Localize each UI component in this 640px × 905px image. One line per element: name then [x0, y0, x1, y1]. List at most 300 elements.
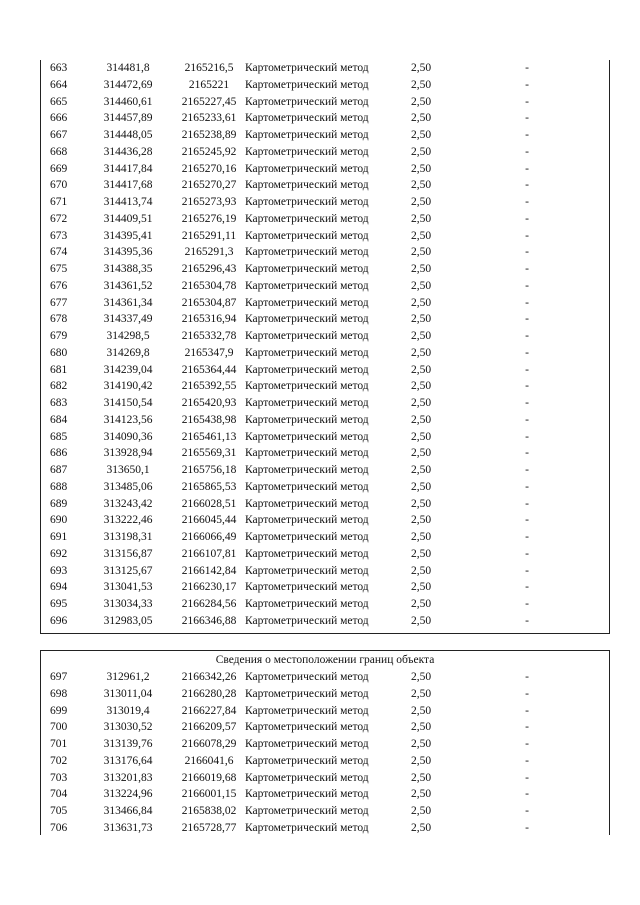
table-row: [41, 786, 609, 803]
coordinate-x-cell: 313928,94: [103, 447, 153, 460]
table-row: [41, 753, 609, 770]
table-row: [41, 60, 609, 77]
accuracy-cell: 2,50: [410, 564, 432, 577]
coordinate-x-cell: 313222,46: [103, 514, 153, 527]
coordinate-y-cell: 2165238,89: [181, 129, 237, 141]
coordinate-y-cell: 2166342,26: [181, 671, 237, 683]
description-cell: -: [525, 514, 529, 527]
accuracy-cell: 2,50: [410, 62, 432, 74]
coordinate-y-cell: 2165569,31: [181, 447, 237, 460]
table-row: [41, 736, 609, 753]
description-cell: -: [525, 212, 529, 225]
table-row: [41, 579, 609, 596]
point-number-cell: 684: [50, 413, 68, 426]
coordinate-x-cell: 314413,74: [103, 196, 153, 208]
accuracy-cell: 2,50: [410, 788, 432, 801]
coordinate-x-cell: 314298,5: [106, 330, 150, 342]
coordinate-y-cell: 2166028,51: [181, 497, 237, 510]
coordinate-x-cell: 314460,61: [103, 95, 153, 108]
description-cell: -: [525, 687, 529, 700]
coordinate-y-cell: 2165304,87: [181, 296, 237, 309]
coordinate-y-cell: 2165865,53: [181, 480, 237, 493]
coordinate-y-cell: 2165270,27: [181, 179, 237, 192]
point-number-cell: 689: [50, 497, 68, 510]
table-row: [41, 529, 609, 546]
point-number-cell: 666: [50, 112, 68, 125]
description-cell: -: [525, 363, 529, 376]
accuracy-cell: 2,50: [410, 687, 432, 700]
accuracy-cell: 2,50: [410, 196, 432, 208]
point-number-cell: 674: [50, 246, 68, 259]
point-number-cell: 685: [50, 430, 68, 443]
table-row: [41, 686, 609, 703]
coordinate-x-cell: 313631,73: [103, 821, 153, 834]
description-cell: -: [525, 480, 529, 493]
boundary-location-table: [40, 650, 610, 835]
accuracy-cell: 2,50: [410, 413, 432, 426]
accuracy-cell: 2,50: [410, 296, 432, 309]
coordinate-x-cell: 314337,49: [103, 313, 153, 326]
accuracy-cell: 2,50: [410, 738, 432, 750]
coordinate-y-cell: 2166142,84: [181, 564, 237, 577]
method-cell: Картометрический метод: [245, 296, 369, 309]
coordinate-y-cell: 2166066,49: [181, 531, 237, 543]
point-number-cell: 690: [50, 514, 68, 527]
table-caption: Сведения о местоположении границ объекта: [215, 654, 435, 666]
table-row: [41, 194, 609, 211]
method-cell: Картометрический метод: [245, 614, 369, 627]
accuracy-cell: 2,50: [410, 614, 432, 627]
coordinate-x-cell: 313650,1: [106, 464, 150, 476]
coordinate-y-cell: 2166346,88: [181, 614, 237, 627]
method-cell: Картометрический метод: [245, 112, 369, 125]
point-number-cell: 698: [50, 687, 68, 700]
accuracy-cell: 2,50: [410, 95, 432, 108]
method-cell: Картометрический метод: [245, 514, 369, 527]
coordinate-x-cell: 314417,84: [103, 162, 153, 175]
description-cell: -: [525, 430, 529, 443]
table-row: [41, 820, 609, 837]
table-row: [41, 563, 609, 580]
coordinate-x-cell: 314409,51: [103, 212, 153, 225]
point-number-cell: 672: [50, 212, 68, 225]
coordinate-y-cell: 2165332,78: [181, 330, 237, 342]
accuracy-cell: 2,50: [410, 497, 432, 510]
coordinate-x-cell: 314472,69: [103, 78, 153, 91]
point-number-cell: 681: [50, 363, 68, 376]
method-cell: Картометрический метод: [245, 413, 369, 426]
accuracy-cell: 2,50: [410, 363, 432, 376]
point-number-cell: 671: [50, 196, 68, 208]
table-row: [41, 94, 609, 111]
point-number-cell: 678: [50, 313, 68, 326]
coordinate-x-cell: 314388,35: [103, 263, 153, 275]
coordinate-y-cell: 2165347,9: [184, 346, 234, 359]
table-row: [41, 395, 609, 412]
coordinate-x-cell: 313485,06: [103, 480, 153, 493]
description-cell: -: [525, 805, 529, 817]
method-cell: Картометрический метод: [245, 447, 369, 460]
method-cell: Картометрический метод: [245, 380, 369, 393]
coordinate-x-cell: 314481,8: [106, 62, 150, 74]
description-cell: -: [525, 78, 529, 91]
description-cell: -: [525, 564, 529, 577]
coordinate-x-cell: 314123,56: [103, 413, 153, 426]
accuracy-cell: 2,50: [410, 179, 432, 192]
point-number-cell: 686: [50, 447, 68, 460]
coordinate-y-cell: 2165227,45: [181, 95, 237, 108]
method-cell: Картометрический метод: [245, 687, 369, 700]
coordinate-y-cell: 2165245,92: [181, 145, 237, 158]
description-cell: -: [525, 497, 529, 510]
description-cell: -: [525, 614, 529, 627]
point-number-cell: 687: [50, 464, 68, 476]
table-row: [41, 295, 609, 312]
method-cell: Картометрический метод: [245, 805, 369, 817]
point-number-cell: 704: [50, 788, 68, 801]
point-number-cell: 691: [50, 531, 68, 543]
point-number-cell: 697: [50, 671, 68, 683]
coordinate-y-cell: 2165316,94: [181, 313, 237, 326]
accuracy-cell: 2,50: [410, 821, 432, 834]
accuracy-cell: 2,50: [410, 145, 432, 158]
accuracy-cell: 2,50: [410, 581, 432, 594]
description-cell: -: [525, 771, 529, 784]
accuracy-cell: 2,50: [410, 704, 432, 717]
method-cell: Картометрический метод: [245, 212, 369, 225]
point-number-cell: 670: [50, 179, 68, 192]
method-cell: Картометрический метод: [245, 464, 369, 476]
accuracy-cell: 2,50: [410, 313, 432, 326]
description-cell: -: [525, 598, 529, 610]
coordinate-y-cell: 2165291,11: [181, 229, 237, 242]
accuracy-cell: 2,50: [410, 263, 432, 275]
description-cell: -: [525, 296, 529, 309]
method-cell: Картометрический метод: [245, 771, 369, 784]
description-cell: -: [525, 229, 529, 242]
table-row: [41, 462, 609, 479]
point-number-cell: 679: [50, 330, 68, 342]
table-row: [41, 496, 609, 513]
coordinate-x-cell: 313030,52: [103, 721, 153, 734]
table-row: [41, 362, 609, 379]
accuracy-cell: 2,50: [410, 671, 432, 683]
accuracy-cell: 2,50: [410, 279, 432, 292]
description-cell: -: [525, 346, 529, 359]
method-cell: Картометрический метод: [245, 738, 369, 750]
table-row: [41, 512, 609, 529]
coordinate-x-cell: 314448,05: [103, 129, 153, 141]
method-cell: Картометрический метод: [245, 279, 369, 292]
method-cell: Картометрический метод: [245, 671, 369, 683]
table-row: [41, 77, 609, 94]
coordinate-y-cell: 2165291,3: [184, 246, 234, 259]
table-row: [41, 110, 609, 127]
coordinate-y-cell: 2165276,19: [181, 212, 237, 225]
coordinate-y-cell: 2165273,93: [181, 196, 237, 208]
coordinate-x-cell: 313243,42: [103, 497, 153, 510]
table-row: [41, 596, 609, 613]
coordinate-y-cell: 2166227,84: [181, 704, 237, 717]
coordinate-x-cell: 312983,05: [103, 614, 153, 627]
coordinate-y-cell: 2166045,44: [181, 514, 237, 527]
point-number-cell: 688: [50, 480, 68, 493]
table-row: [41, 228, 609, 245]
point-number-cell: 675: [50, 263, 68, 275]
coordinate-y-cell: 2165364,44: [181, 363, 237, 376]
accuracy-cell: 2,50: [410, 447, 432, 460]
method-cell: Картометрический метод: [245, 346, 369, 359]
description-cell: -: [525, 531, 529, 543]
table-row: [41, 546, 609, 563]
point-number-cell: 683: [50, 397, 68, 409]
accuracy-cell: 2,50: [410, 531, 432, 543]
accuracy-cell: 2,50: [410, 229, 432, 242]
method-cell: Картометрический метод: [245, 78, 369, 91]
coordinate-y-cell: 2165270,16: [181, 162, 237, 175]
description-cell: -: [525, 313, 529, 326]
method-cell: Картометрический метод: [245, 263, 369, 275]
description-cell: -: [525, 330, 529, 342]
description-cell: -: [525, 397, 529, 409]
coordinate-x-cell: 314269,8: [106, 346, 150, 359]
point-number-cell: 682: [50, 380, 68, 393]
accuracy-cell: 2,50: [410, 346, 432, 359]
method-cell: Картометрический метод: [245, 129, 369, 141]
table-row: [41, 144, 609, 161]
coordinate-y-cell: 2166209,57: [181, 721, 237, 734]
coordinate-y-cell: 2165216,5: [184, 62, 234, 74]
method-cell: Картометрический метод: [245, 497, 369, 510]
method-cell: Картометрический метод: [245, 196, 369, 208]
description-cell: -: [525, 721, 529, 734]
method-cell: Картометрический метод: [245, 598, 369, 610]
method-cell: Картометрический метод: [245, 62, 369, 74]
point-number-cell: 696: [50, 614, 68, 627]
method-cell: Картометрический метод: [245, 179, 369, 192]
method-cell: Картометрический метод: [245, 788, 369, 801]
accuracy-cell: 2,50: [410, 464, 432, 476]
coordinate-x-cell: 314361,34: [103, 296, 153, 309]
coordinate-y-cell: 2166041,6: [184, 754, 234, 767]
point-number-cell: 668: [50, 145, 68, 158]
method-cell: Картометрический метод: [245, 547, 369, 560]
coordinate-y-cell: 2166019,68: [181, 771, 237, 784]
coordinate-x-cell: 313125,67: [103, 564, 153, 577]
coordinate-x-cell: 313466,84: [103, 805, 153, 817]
method-cell: Картометрический метод: [245, 430, 369, 443]
method-cell: Картометрический метод: [245, 704, 369, 717]
method-cell: Картометрический метод: [245, 363, 369, 376]
point-number-cell: 692: [50, 547, 68, 560]
coordinate-y-cell: 2166280,28: [181, 687, 237, 700]
method-cell: Картометрический метод: [245, 95, 369, 108]
method-cell: Картометрический метод: [245, 581, 369, 594]
coordinate-y-cell: 2166001,15: [181, 788, 237, 801]
coordinate-x-cell: 314417,68: [103, 179, 153, 192]
description-cell: -: [525, 380, 529, 393]
method-cell: Картометрический метод: [245, 754, 369, 767]
accuracy-cell: 2,50: [410, 514, 432, 527]
description-cell: -: [525, 447, 529, 460]
description-cell: -: [525, 145, 529, 158]
point-number-cell: 705: [50, 805, 68, 817]
coordinate-y-cell: 2166078,29: [181, 738, 237, 750]
point-number-cell: 667: [50, 129, 68, 141]
table-row: [41, 177, 609, 194]
description-cell: -: [525, 263, 529, 275]
coordinate-x-cell: 314395,36: [103, 246, 153, 259]
point-number-cell: 701: [50, 738, 68, 750]
accuracy-cell: 2,50: [410, 430, 432, 443]
accuracy-cell: 2,50: [410, 112, 432, 125]
description-cell: -: [525, 754, 529, 767]
method-cell: Картометрический метод: [245, 721, 369, 734]
coordinates-table-continued: [40, 60, 610, 634]
table-row: [41, 328, 609, 345]
coordinate-x-cell: 312961,2: [106, 671, 150, 683]
point-number-cell: 706: [50, 821, 68, 834]
description-cell: -: [525, 179, 529, 192]
accuracy-cell: 2,50: [410, 246, 432, 259]
coordinate-x-cell: 313176,64: [103, 754, 153, 767]
description-cell: -: [525, 413, 529, 426]
table-row: [41, 445, 609, 462]
table-row: [41, 211, 609, 228]
table-row: [41, 345, 609, 362]
point-number-cell: 676: [50, 279, 68, 292]
table-row: [41, 244, 609, 261]
method-cell: Картометрический метод: [245, 397, 369, 409]
description-cell: -: [525, 112, 529, 125]
coordinate-x-cell: 314361,52: [103, 279, 153, 292]
coordinate-y-cell: 2165438,98: [181, 413, 237, 426]
coordinate-y-cell: 2165420,93: [181, 397, 237, 409]
method-cell: Картометрический метод: [245, 480, 369, 493]
coordinate-y-cell: 2165304,78: [181, 279, 237, 292]
coordinate-y-cell: 2165221: [188, 78, 230, 91]
description-cell: -: [525, 62, 529, 74]
description-cell: -: [525, 671, 529, 683]
table-row: [41, 613, 609, 630]
table-row: [41, 429, 609, 446]
table-row: [41, 311, 609, 328]
point-number-cell: 700: [50, 721, 68, 734]
description-cell: -: [525, 129, 529, 141]
method-cell: Картометрический метод: [245, 145, 369, 158]
description-cell: -: [525, 464, 529, 476]
table-row: [41, 412, 609, 429]
coordinate-x-cell: 313139,76: [103, 738, 153, 750]
point-number-cell: 663: [50, 62, 68, 74]
coordinate-y-cell: 2165728,77: [181, 821, 237, 834]
method-cell: Картометрический метод: [245, 821, 369, 834]
coordinate-x-cell: 314395,41: [103, 229, 153, 242]
point-number-cell: 680: [50, 346, 68, 359]
point-number-cell: 664: [50, 78, 68, 91]
method-cell: Картометрический метод: [245, 246, 369, 259]
accuracy-cell: 2,50: [410, 212, 432, 225]
point-number-cell: 695: [50, 598, 68, 610]
description-cell: -: [525, 581, 529, 594]
method-cell: Картометрический метод: [245, 330, 369, 342]
accuracy-cell: 2,50: [410, 805, 432, 817]
method-cell: Картометрический метод: [245, 229, 369, 242]
accuracy-cell: 2,50: [410, 598, 432, 610]
coordinate-x-cell: 314190,42: [103, 380, 153, 393]
accuracy-cell: 2,50: [410, 78, 432, 91]
accuracy-cell: 2,50: [410, 397, 432, 409]
description-cell: -: [525, 704, 529, 717]
coordinate-y-cell: 2165461,13: [181, 430, 237, 443]
coordinate-x-cell: 313201,83: [103, 771, 153, 784]
coordinate-y-cell: 2165296,43: [181, 263, 237, 275]
point-number-cell: 699: [50, 704, 68, 717]
method-cell: Картометрический метод: [245, 162, 369, 175]
accuracy-cell: 2,50: [410, 754, 432, 767]
point-number-cell: 703: [50, 771, 68, 784]
coordinate-x-cell: 313019,4: [106, 704, 150, 717]
point-number-cell: 702: [50, 754, 68, 767]
accuracy-cell: 2,50: [410, 480, 432, 493]
table-row: [41, 770, 609, 787]
coordinate-x-cell: 313156,87: [103, 547, 153, 560]
description-cell: -: [525, 246, 529, 259]
point-number-cell: 677: [50, 296, 68, 309]
coordinate-x-cell: 313034,33: [103, 598, 153, 610]
description-cell: -: [525, 196, 529, 208]
coordinate-x-cell: 314436,28: [103, 145, 153, 158]
description-cell: -: [525, 162, 529, 175]
coordinate-y-cell: 2166107,81: [181, 547, 237, 560]
coordinate-y-cell: 2166284,56: [181, 598, 237, 610]
point-number-cell: 694: [50, 581, 68, 594]
table-row: [41, 127, 609, 144]
description-cell: -: [525, 279, 529, 292]
table-row: [41, 719, 609, 736]
accuracy-cell: 2,50: [410, 129, 432, 141]
description-cell: -: [525, 788, 529, 801]
coordinate-x-cell: 313198,31: [103, 531, 153, 543]
point-number-cell: 693: [50, 564, 68, 577]
coordinate-y-cell: 2165756,18: [181, 464, 237, 476]
coordinate-y-cell: 2165233,61: [181, 112, 237, 125]
coordinate-x-cell: 313224,96: [103, 788, 153, 801]
method-cell: Картометрический метод: [245, 531, 369, 543]
accuracy-cell: 2,50: [410, 771, 432, 784]
description-cell: -: [525, 821, 529, 834]
description-cell: -: [525, 738, 529, 750]
table-row: [41, 161, 609, 178]
point-number-cell: 669: [50, 162, 68, 175]
table-row: [41, 479, 609, 496]
coordinate-y-cell: 2165392,55: [181, 380, 237, 393]
accuracy-cell: 2,50: [410, 721, 432, 734]
method-cell: Картометрический метод: [245, 564, 369, 577]
coordinate-x-cell: 313011,04: [103, 687, 153, 700]
table-row: [41, 669, 609, 686]
method-cell: Картометрический метод: [245, 313, 369, 326]
point-number-cell: 665: [50, 95, 68, 108]
coordinate-x-cell: 314090,36: [103, 430, 153, 443]
accuracy-cell: 2,50: [410, 162, 432, 175]
table-row: [41, 278, 609, 295]
coordinate-y-cell: 2165838,02: [181, 805, 237, 817]
coordinate-x-cell: 314239,04: [103, 363, 153, 376]
coordinate-x-cell: 314457,89: [103, 112, 153, 125]
coordinate-y-cell: 2166230,17: [181, 581, 237, 594]
coordinate-x-cell: 314150,54: [103, 397, 153, 409]
